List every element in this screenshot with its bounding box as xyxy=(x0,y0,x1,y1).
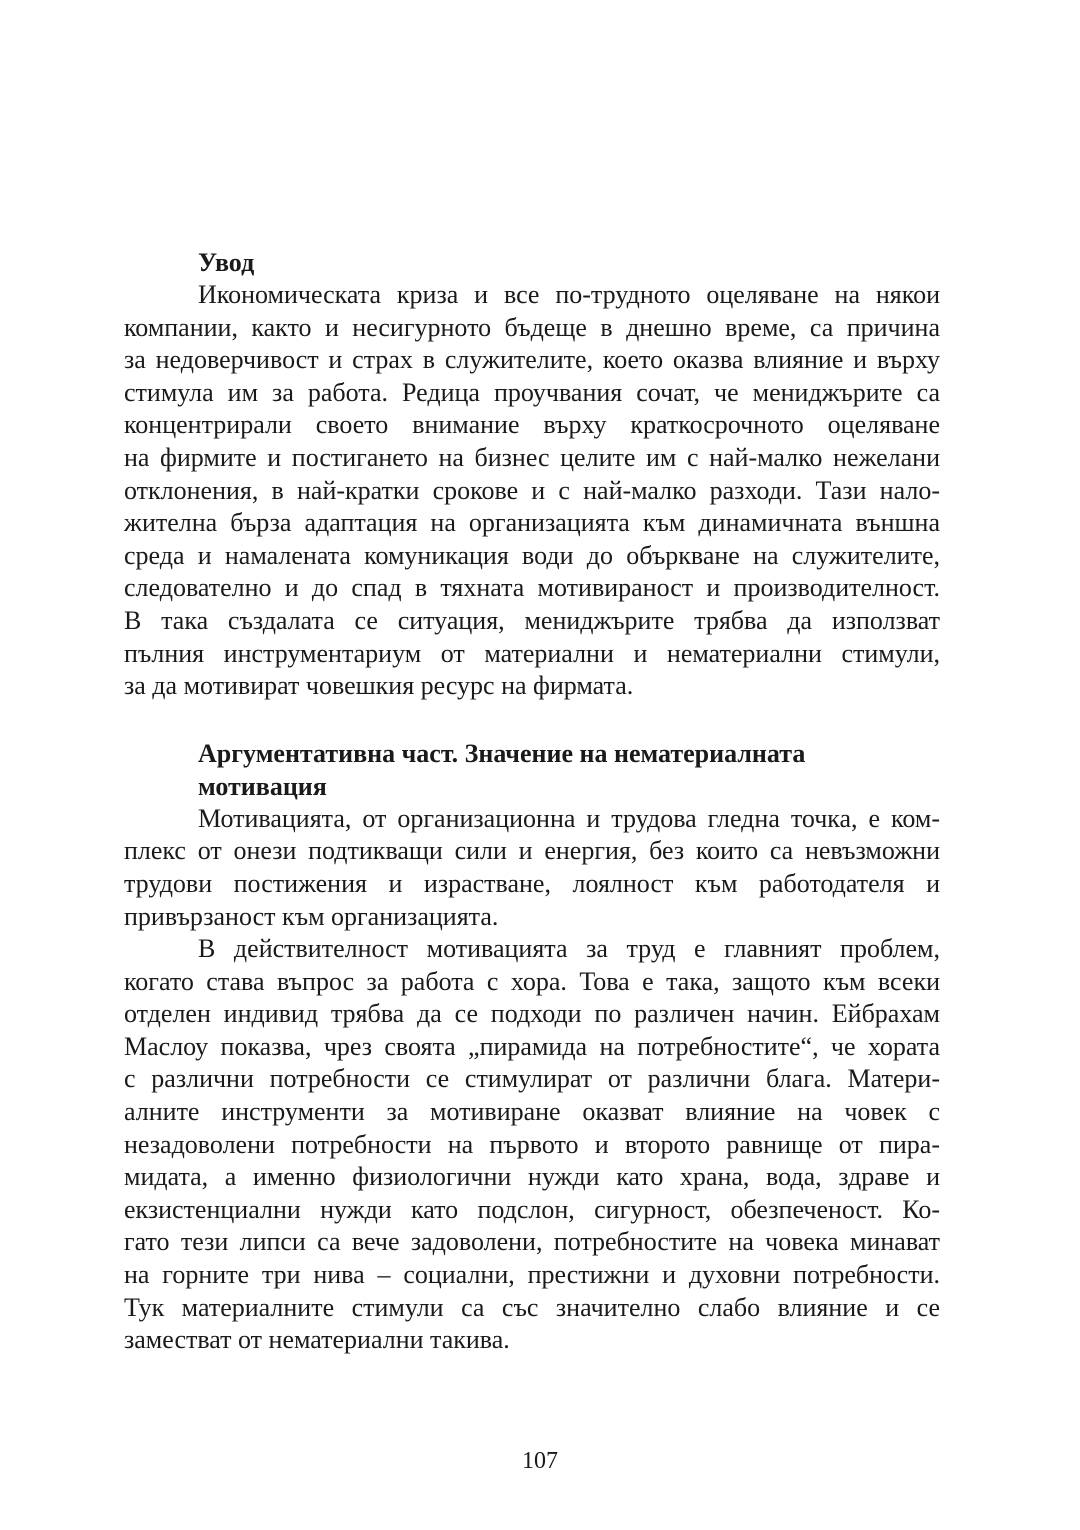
text-line: незадоволени потребности на първото и второто равнище от пира- xyxy=(124,1129,940,1159)
text-line: пълния инструментариум от материални и нематериални стимули, xyxy=(124,638,940,668)
text-line: среда и намалената комуникация води до объркване на служителите, xyxy=(124,540,940,570)
text-line: за недоверчивост и страх в служителите, което оказва влияние и върху xyxy=(124,345,940,375)
section-argumentative xyxy=(124,737,940,1357)
text-line: алните инструменти за мотивиране оказват влияние на човек с xyxy=(124,1097,940,1127)
text-line: Мотивацията, от организационна и трудова гледна точка, е ком- xyxy=(198,803,940,833)
text-line: Тук материалните стимули са със значително слабо влияние и се xyxy=(124,1292,940,1322)
heading-line: Увод xyxy=(198,248,255,277)
text-line: В така създалата се ситуация, мениджърите трябва да използват xyxy=(124,605,940,635)
text-line: стимула им за работа. Редица проучвания сочат, че мениджърите са xyxy=(124,377,940,407)
page-number: 107 xyxy=(522,1448,558,1474)
section-heading xyxy=(198,737,940,803)
section-introduction xyxy=(124,246,940,703)
text-line: с различни потребности се стимулират от различни блага. Матери- xyxy=(124,1064,940,1094)
text-line: гато тези липси са вече задоволени, потребностите на човека минават xyxy=(124,1227,940,1257)
text-line: отделен индивид трябва да се подходи по различен начин. Ейбрахам xyxy=(124,999,940,1029)
text-line: за да мотивират човешкия ресурс на фирмата. xyxy=(124,671,634,701)
paragraph xyxy=(124,803,940,933)
text-line: на горните три нива – социални, престижни и духовни потребности. xyxy=(124,1260,940,1290)
paragraph xyxy=(124,279,940,703)
section-heading xyxy=(198,246,940,279)
text-line: концентрирали своето внимание върху краткосрочното оцеляване xyxy=(124,410,940,440)
text-line: когато става въпрос за работа с хора. Това е така, защото към всеки xyxy=(124,966,940,996)
paragraph xyxy=(124,933,940,1357)
heading-line: Аргументативна част. Значение на нематериалната xyxy=(198,738,806,768)
text-line: жителна бърза адаптация на организацията към динамичната външна xyxy=(124,508,940,538)
text-line: привързаност към организацията. xyxy=(124,901,499,931)
text-line: следователно и до спад в тяхната мотивираност и производителност. xyxy=(124,573,940,603)
text-line: В действителност мотивацията за труд е главният проблем, xyxy=(198,934,940,964)
text-line: трудови постижения и израстване, лоялност към работодателя и xyxy=(124,868,940,898)
text-line: компании, както и несигурното бъдеще в днешно време, са причина xyxy=(124,312,940,342)
page-body xyxy=(124,240,940,1357)
text-line: отклонения, в най-кратки срокове и с най-малко разходи. Тази нало- xyxy=(124,475,940,505)
text-line: на фирмите и постигането на бизнес целите им с най-малко нежелани xyxy=(124,442,940,472)
text-line: Икономическата криза и все по-трудното оцеляване на някои xyxy=(198,280,940,309)
text-line: плекс от онези подтикващи сили и енергия, без които са невъзможни xyxy=(124,836,940,866)
text-line: Маслоу показва, чрез своята „пирамида на потребностите“, че хората xyxy=(124,1031,940,1061)
text-line: мидата, а именно физиологични нужди като храна, вода, здраве и xyxy=(124,1162,940,1192)
heading-line: мотивация xyxy=(198,771,327,801)
text-line: заместват от нематериални такива. xyxy=(124,1325,510,1355)
text-line: екзистенциални нужди като подслон, сигурност, обезпеченост. Ко- xyxy=(124,1194,940,1224)
